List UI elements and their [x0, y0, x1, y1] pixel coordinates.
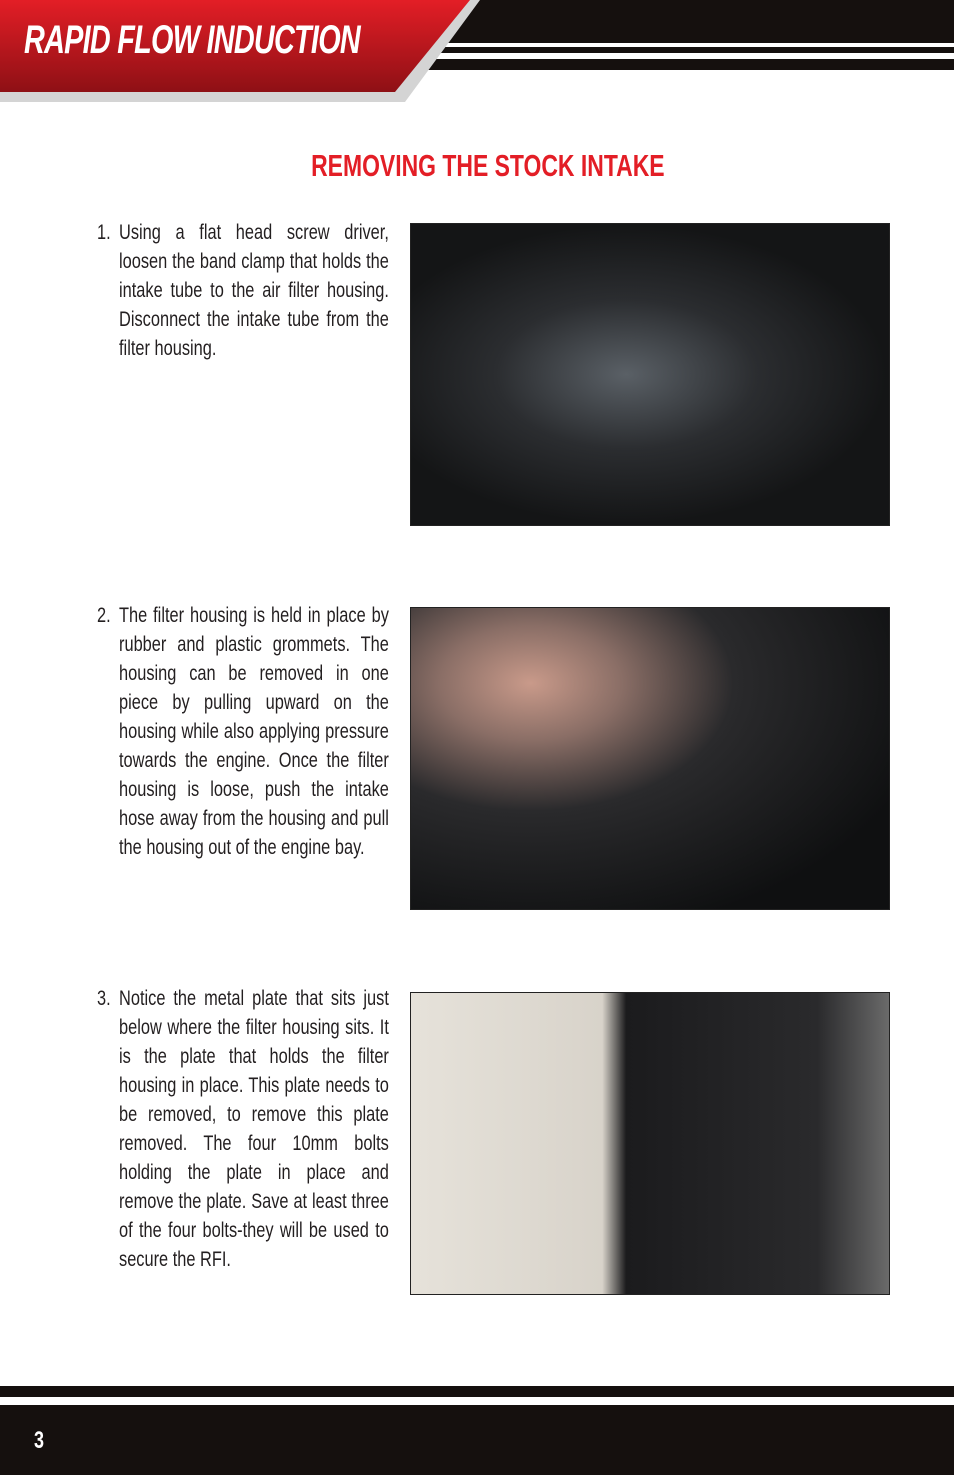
- page-number: 3: [34, 1427, 45, 1454]
- photo-remove-filter-housing: [410, 607, 890, 910]
- photo-metal-plate: [410, 992, 890, 1295]
- step-number: 3.: [97, 987, 111, 1010]
- section-title-wrap: [0, 148, 954, 184]
- step-number: 2.: [97, 604, 111, 627]
- section-title: REMOVING THE STOCK INTAKE: [311, 148, 665, 183]
- step-number: 1.: [97, 221, 111, 244]
- photo-loosen-band-clamp: [410, 223, 890, 526]
- step-text: Notice the metal plate that sits just below where the filter housing sits. It is the plate that holds the filter housing in place. This plate needs to be removed, to remove this plate removed. The four 10mm bolts holding the plate in place and remove the plate. Save at least three of the four bolts-they will be used to secure the RFI.: [119, 987, 389, 1271]
- step-text: The filter housing is held in place by rubber and plastic grommets. The housing can be removed in one piece by pulling upward on the housing while also applying pressure towards the engine. Once the filter housing is loose, push the intake hose away from the housing and pull the housing out of the engine bay.: [119, 604, 389, 859]
- step-text: Using a flat head screw driver, loosen the band clamp that holds the intake tube to the air filter housing. Disconnect the intake tube from the filter housing.: [119, 221, 389, 360]
- footer-stripe: [0, 1397, 954, 1405]
- brand-title: RAPID FLOW INDUCTION: [24, 18, 360, 62]
